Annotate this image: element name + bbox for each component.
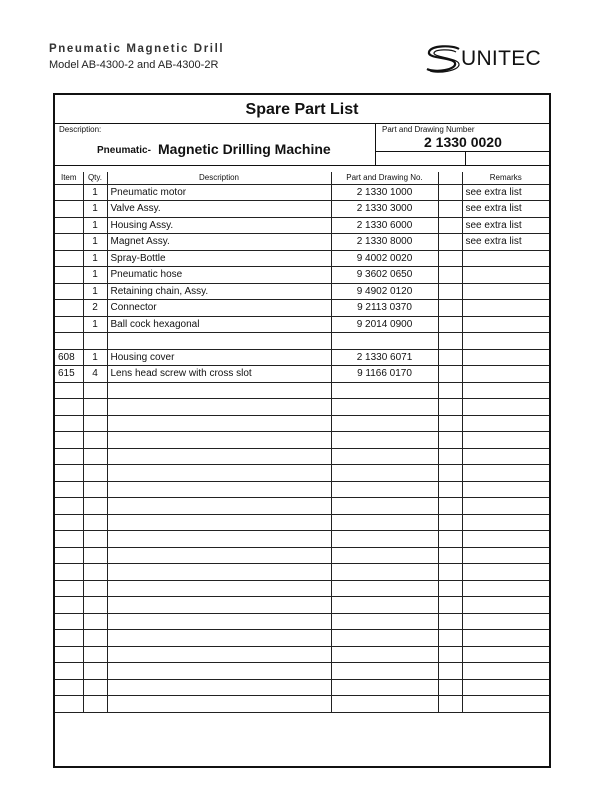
item-cell	[55, 283, 83, 300]
qty-cell	[83, 382, 107, 399]
remarks-cell	[462, 580, 549, 597]
model-line: Model AB-4300-2 and AB-4300-2R	[49, 59, 219, 71]
part-number-cell	[331, 399, 438, 416]
remarks-cell	[462, 300, 549, 317]
table-row	[55, 250, 549, 267]
description-cell	[107, 630, 331, 647]
part-number-cell: 2 1330 6000	[331, 217, 438, 234]
remarks-cell	[462, 613, 549, 630]
table-row	[55, 481, 549, 498]
table-row	[55, 432, 549, 449]
description-cell	[107, 597, 331, 614]
table-row	[55, 415, 549, 432]
qty-cell: 1	[83, 267, 107, 284]
part-number-cell	[331, 646, 438, 663]
part-number-cell	[331, 564, 438, 581]
document-title: Pneumatic Magnetic Drill	[49, 43, 225, 55]
table-row	[55, 399, 549, 416]
qty-cell	[83, 679, 107, 696]
item-cell	[55, 217, 83, 234]
item-cell	[55, 679, 83, 696]
remarks-cell	[462, 547, 549, 564]
table-row	[55, 663, 549, 680]
description-cell	[107, 448, 331, 465]
unitec-logo-icon	[423, 43, 463, 75]
sheet-title: Spare Part List	[55, 95, 549, 124]
blank-cell	[438, 300, 462, 317]
part-number-cell: 9 1166 0170	[331, 366, 438, 383]
item-cell	[55, 234, 83, 251]
table-header-row	[55, 172, 549, 184]
remarks-cell: see extra list	[462, 217, 549, 234]
blank-cell	[438, 679, 462, 696]
table-row	[55, 184, 549, 201]
blank-cell	[438, 267, 462, 284]
item-cell	[55, 498, 83, 515]
blank-cell	[438, 465, 462, 482]
part-number-cell	[331, 696, 438, 713]
table-row	[55, 267, 549, 284]
blank-cell	[438, 613, 462, 630]
part-number-cell	[331, 481, 438, 498]
blank-cell	[438, 696, 462, 713]
blank-cell	[438, 630, 462, 647]
remarks-cell	[462, 448, 549, 465]
part-number-cell: 9 4002 0020	[331, 250, 438, 267]
item-cell	[55, 613, 83, 630]
description-box	[55, 123, 376, 166]
blank-cell	[438, 382, 462, 399]
parts-table	[55, 172, 549, 713]
remarks-cell: see extra list	[462, 201, 549, 218]
qty-cell	[83, 448, 107, 465]
description-cell	[107, 432, 331, 449]
description-cell: Valve Assy.	[107, 201, 331, 218]
description-cell	[107, 498, 331, 515]
column-header-remarks: Remarks	[462, 172, 549, 184]
part-number-cell	[331, 415, 438, 432]
table-row	[55, 283, 549, 300]
remarks-cell: see extra list	[462, 234, 549, 251]
qty-cell: 1	[83, 250, 107, 267]
part-number-cell	[331, 432, 438, 449]
part-number-cell: 9 3602 0650	[331, 267, 438, 284]
qty-cell	[83, 613, 107, 630]
qty-cell	[83, 399, 107, 416]
part-number-cell	[331, 580, 438, 597]
description-cell: Housing Assy.	[107, 217, 331, 234]
item-cell	[55, 201, 83, 218]
column-header-qty: Qty.	[83, 172, 107, 184]
qty-cell	[83, 465, 107, 482]
table-row	[55, 201, 549, 218]
description-cell	[107, 580, 331, 597]
description-cell	[107, 415, 331, 432]
blank-cell	[438, 217, 462, 234]
remarks-cell	[462, 415, 549, 432]
description-cell	[107, 465, 331, 482]
remarks-cell	[462, 696, 549, 713]
blank-cell	[438, 564, 462, 581]
item-cell	[55, 267, 83, 284]
part-number-cell	[331, 333, 438, 350]
item-cell	[55, 250, 83, 267]
description-cell	[107, 679, 331, 696]
item-cell: 615	[55, 366, 83, 383]
qty-cell	[83, 547, 107, 564]
column-header-blank	[438, 172, 462, 184]
qty-cell	[83, 531, 107, 548]
qty-cell	[83, 646, 107, 663]
part-number-cell	[331, 514, 438, 531]
description-cell: Pneumatic hose	[107, 267, 331, 284]
blank-cell	[438, 580, 462, 597]
item-cell	[55, 300, 83, 317]
remarks-cell	[462, 316, 549, 333]
column-header-description: Description	[107, 172, 331, 184]
qty-cell	[83, 564, 107, 581]
blank-cell	[438, 646, 462, 663]
table-row	[55, 679, 549, 696]
table-row	[55, 316, 549, 333]
spare-part-sheet	[53, 93, 551, 768]
blank-cell	[438, 481, 462, 498]
part-number-cell	[331, 547, 438, 564]
item-cell	[55, 597, 83, 614]
divider	[465, 151, 466, 165]
remarks-cell	[462, 267, 549, 284]
remarks-cell	[462, 349, 549, 366]
remarks-cell	[462, 250, 549, 267]
item-cell	[55, 630, 83, 647]
item-cell	[55, 580, 83, 597]
remarks-cell	[462, 465, 549, 482]
table-row	[55, 531, 549, 548]
item-cell	[55, 184, 83, 201]
description-cell	[107, 547, 331, 564]
qty-cell	[83, 481, 107, 498]
remarks-cell	[462, 333, 549, 350]
part-number-cell	[331, 498, 438, 515]
item-cell	[55, 514, 83, 531]
table-row	[55, 366, 549, 383]
qty-cell	[83, 597, 107, 614]
description-cell	[107, 481, 331, 498]
part-number-cell: 2 1330 3000	[331, 201, 438, 218]
table-row	[55, 498, 549, 515]
blank-cell	[438, 432, 462, 449]
table-row	[55, 547, 549, 564]
part-number-cell	[331, 465, 438, 482]
remarks-cell	[462, 630, 549, 647]
blank-cell	[438, 448, 462, 465]
item-cell	[55, 432, 83, 449]
table-row	[55, 630, 549, 647]
brand-logo	[423, 43, 553, 75]
part-number-cell	[331, 679, 438, 696]
table-row	[55, 465, 549, 482]
description-cell	[107, 696, 331, 713]
description-cell: Pneumatic motor	[107, 184, 331, 201]
description-cell	[107, 663, 331, 680]
item-cell	[55, 531, 83, 548]
qty-cell	[83, 432, 107, 449]
item-cell	[55, 382, 83, 399]
part-number-cell: 2 1330 1000	[331, 184, 438, 201]
remarks-cell	[462, 564, 549, 581]
qty-cell	[83, 630, 107, 647]
part-number-cell	[331, 597, 438, 614]
remarks-cell	[462, 399, 549, 416]
table-row	[55, 333, 549, 350]
item-cell	[55, 465, 83, 482]
item-cell	[55, 663, 83, 680]
part-number-cell: 2 1330 6071	[331, 349, 438, 366]
qty-cell	[83, 663, 107, 680]
part-number-cell: 2 1330 8000	[331, 234, 438, 251]
item-cell	[55, 481, 83, 498]
table-row	[55, 448, 549, 465]
blank-cell	[438, 415, 462, 432]
remarks-cell	[462, 498, 549, 515]
description-cell: Housing cover	[107, 349, 331, 366]
table-row	[55, 382, 549, 399]
remarks-cell	[462, 366, 549, 383]
qty-cell: 2	[83, 300, 107, 317]
part-number-cell	[331, 382, 438, 399]
description-cell: Retaining chain, Assy.	[107, 283, 331, 300]
blank-cell	[438, 366, 462, 383]
qty-cell	[83, 333, 107, 350]
description-cell: Spray-Bottle	[107, 250, 331, 267]
blank-cell	[438, 498, 462, 515]
blank-cell	[438, 316, 462, 333]
qty-cell	[83, 415, 107, 432]
brand-name: UNITEC	[461, 47, 541, 70]
blank-cell	[438, 201, 462, 218]
description-cell	[107, 382, 331, 399]
description-cell: Magnet Assy.	[107, 234, 331, 251]
table-row	[55, 514, 549, 531]
blank-cell	[438, 663, 462, 680]
blank-cell	[438, 250, 462, 267]
description-cell	[107, 514, 331, 531]
description-cell	[107, 531, 331, 548]
item-cell	[55, 415, 83, 432]
item-cell	[55, 564, 83, 581]
description-cell	[107, 399, 331, 416]
item-cell	[55, 646, 83, 663]
blank-cell	[438, 514, 462, 531]
part-drawing-number-value: 2 1330 0020	[424, 134, 502, 150]
blank-cell	[438, 531, 462, 548]
blank-cell	[438, 547, 462, 564]
part-number-cell	[331, 531, 438, 548]
qty-cell: 1	[83, 201, 107, 218]
table-row	[55, 217, 549, 234]
qty-cell: 1	[83, 316, 107, 333]
description-cell	[107, 646, 331, 663]
part-drawing-number-label: Part and Drawing Number	[382, 125, 475, 134]
remarks-cell	[462, 481, 549, 498]
qty-cell	[83, 696, 107, 713]
remarks-cell	[462, 432, 549, 449]
description-prefix: Pneumatic-	[97, 145, 151, 156]
column-header-item: Item	[55, 172, 83, 184]
part-number-cell	[331, 448, 438, 465]
description-text: Magnetic Drilling Machine	[158, 141, 331, 157]
table-row	[55, 646, 549, 663]
table-row	[55, 613, 549, 630]
blank-cell	[438, 349, 462, 366]
table-row	[55, 564, 549, 581]
qty-cell: 1	[83, 283, 107, 300]
remarks-cell	[462, 382, 549, 399]
qty-cell: 1	[83, 349, 107, 366]
description-cell	[107, 564, 331, 581]
description-cell	[107, 333, 331, 350]
blank-cell	[438, 399, 462, 416]
remarks-cell	[462, 679, 549, 696]
qty-cell: 1	[83, 217, 107, 234]
item-cell: 608	[55, 349, 83, 366]
item-cell	[55, 333, 83, 350]
qty-cell: 1	[83, 184, 107, 201]
table-row	[55, 234, 549, 251]
part-number-cell: 9 4902 0120	[331, 283, 438, 300]
description-cell: Lens head screw with cross slot	[107, 366, 331, 383]
blank-cell	[438, 283, 462, 300]
item-cell	[55, 547, 83, 564]
description-cell: Connector	[107, 300, 331, 317]
remarks-cell: see extra list	[462, 184, 549, 201]
remarks-cell	[462, 283, 549, 300]
blank-cell	[438, 597, 462, 614]
part-number-cell	[331, 613, 438, 630]
remarks-cell	[462, 663, 549, 680]
part-number-cell: 9 2113 0370	[331, 300, 438, 317]
item-cell	[55, 316, 83, 333]
part-number-cell	[331, 630, 438, 647]
item-cell	[55, 448, 83, 465]
item-cell	[55, 399, 83, 416]
divider	[376, 151, 549, 152]
description-cell	[107, 613, 331, 630]
blank-cell	[438, 333, 462, 350]
qty-cell	[83, 580, 107, 597]
table-row	[55, 580, 549, 597]
table-row	[55, 349, 549, 366]
qty-cell	[83, 498, 107, 515]
qty-cell	[83, 514, 107, 531]
item-cell	[55, 696, 83, 713]
part-number-cell: 9 2014 0900	[331, 316, 438, 333]
description-cell: Ball cock hexagonal	[107, 316, 331, 333]
remarks-cell	[462, 646, 549, 663]
qty-cell: 4	[83, 366, 107, 383]
table-row	[55, 300, 549, 317]
qty-cell: 1	[83, 234, 107, 251]
remarks-cell	[462, 597, 549, 614]
table-row	[55, 696, 549, 713]
remarks-cell	[462, 514, 549, 531]
part-number-cell	[331, 663, 438, 680]
remarks-cell	[462, 531, 549, 548]
blank-cell	[438, 184, 462, 201]
column-header-part-number: Part and Drawing No.	[331, 172, 438, 184]
blank-cell	[438, 234, 462, 251]
table-row	[55, 597, 549, 614]
part-drawing-number-box	[376, 123, 549, 166]
description-label: Description:	[59, 125, 102, 134]
